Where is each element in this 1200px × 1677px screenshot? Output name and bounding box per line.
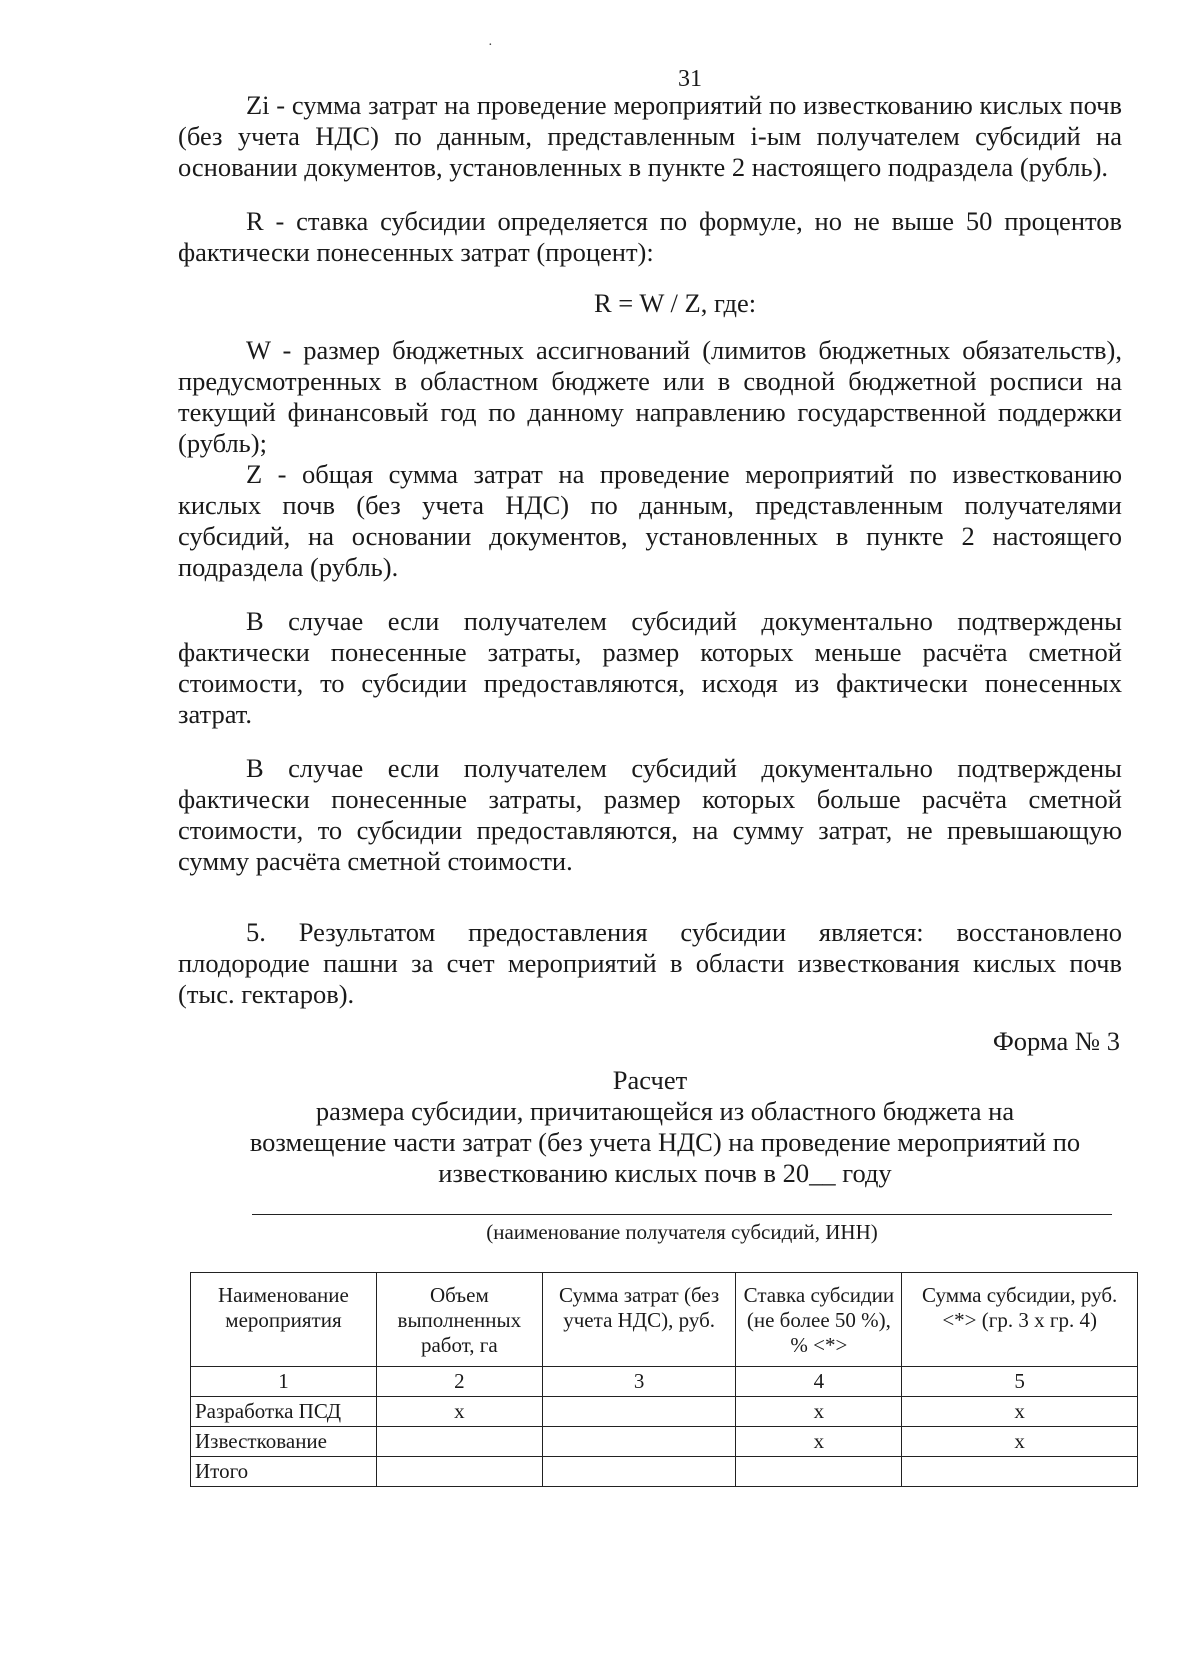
- body-text: [178, 90, 1122, 1189]
- table-row: [191, 1397, 1138, 1427]
- col-number: 5: [902, 1367, 1138, 1397]
- table-cell: х: [736, 1397, 902, 1427]
- table-cell: [542, 1427, 736, 1457]
- table-cell: Разработка ПСД: [191, 1397, 377, 1427]
- table-cell: х: [376, 1397, 542, 1427]
- col-number: 2: [376, 1367, 542, 1397]
- calc-subtitle-line-2: возмещение части затрат (без учета НДС) на проведение мероприятий по: [249, 1127, 1081, 1157]
- form-number: Форма № 3: [992, 1026, 1120, 1056]
- header-costs: Сумма затрат (без учета НДС), руб.: [542, 1273, 736, 1367]
- page-number: 31: [678, 66, 702, 92]
- paragraph-z: Z - общая сумма затрат на проведение мероприятий по известкованию кислых почв (без учета НДС) по данным, представленным получателями субсидий, на основании документов, установленных в пункте 2 настоящего подраздела (рубль).: [178, 459, 1122, 582]
- table-cell: х: [902, 1427, 1138, 1457]
- subsidy-table: [190, 1272, 1138, 1487]
- paragraph-result: 5. Результатом предоставления субсидии является: восстановлено плодородие пашни за счет мероприятий в области известкования кислых почв (тыс. гектаров).: [178, 917, 1122, 1009]
- table-cell: [376, 1427, 542, 1457]
- paragraph-more: В случае если получателем субсидий документально подтверждены фактически понесенные затраты, размер которых больше расчёта сметной стоимости, то субсидии предоставляются, на сумму затрат, не превышающую сумму расчёта сметной стоимости.: [178, 753, 1122, 876]
- calc-subtitle-line-3: известкованию кислых почв в 20__ году: [438, 1158, 892, 1188]
- calc-subtitle-line-1: размера субсидии, причитающейся из областного бюджета на: [315, 1096, 1015, 1126]
- table-cell: х: [736, 1427, 902, 1457]
- recipient-underline: [252, 1214, 1112, 1215]
- header-volume: Объем выполненных работ, га: [376, 1273, 542, 1367]
- table-cell: [902, 1457, 1138, 1487]
- recipient-caption: (наименование получателя субсидий, ИНН): [486, 1220, 878, 1244]
- table-cell: Итого: [191, 1457, 377, 1487]
- table-row: [191, 1427, 1138, 1457]
- table-cell: [542, 1397, 736, 1427]
- table-cell: Известкование: [191, 1427, 377, 1457]
- col-number: 3: [542, 1367, 736, 1397]
- formula: R = W / Z, где:: [594, 288, 757, 318]
- table-number-row: [191, 1367, 1138, 1397]
- paragraph-w: W - размер бюджетных ассигнований (лимитов бюджетных обязательств), предусмотренных в областном бюджете или в сводной бюджетной росписи на текущий финансовый год по данному направлению государственной поддержки (рубль);: [178, 335, 1122, 458]
- table-cell: [542, 1457, 736, 1487]
- table-cell: [736, 1457, 902, 1487]
- paragraph-less: В случае если получателем субсидий документально подтверждены фактически понесенные затраты, размер которых меньше расчёта сметной стоимости, то субсидии предоставляются, исходя из фактически понесенных затрат.: [178, 606, 1122, 729]
- calc-title: Расчет: [612, 1065, 688, 1095]
- table-cell: [376, 1457, 542, 1487]
- header-subsidy: Сумма субсидии, руб. <*> (гр. 3 х гр. 4): [902, 1273, 1138, 1367]
- col-number: 1: [191, 1367, 377, 1397]
- table-row: [191, 1457, 1138, 1487]
- table-cell: х: [902, 1397, 1138, 1427]
- scan-speck: ·: [488, 38, 493, 53]
- header-rate: Ставка субсидии (не более 50 %), % <*>: [736, 1273, 902, 1367]
- table-header-row: [191, 1273, 1138, 1367]
- paragraph-r: R - ставка субсидии определяется по формуле, но не выше 50 процентов фактически понесенных затрат (процент):: [178, 206, 1122, 267]
- header-activity: Наименование мероприятия: [191, 1273, 377, 1367]
- paragraph-zi: Zi - сумма затрат на проведение мероприятий по известкованию кислых почв (без учета НДС) по данным, представленным i-ым получателем субсидий на основании документов, установленных в пункте 2 настоящего подраздела (рубль).: [178, 90, 1122, 182]
- col-number: 4: [736, 1367, 902, 1397]
